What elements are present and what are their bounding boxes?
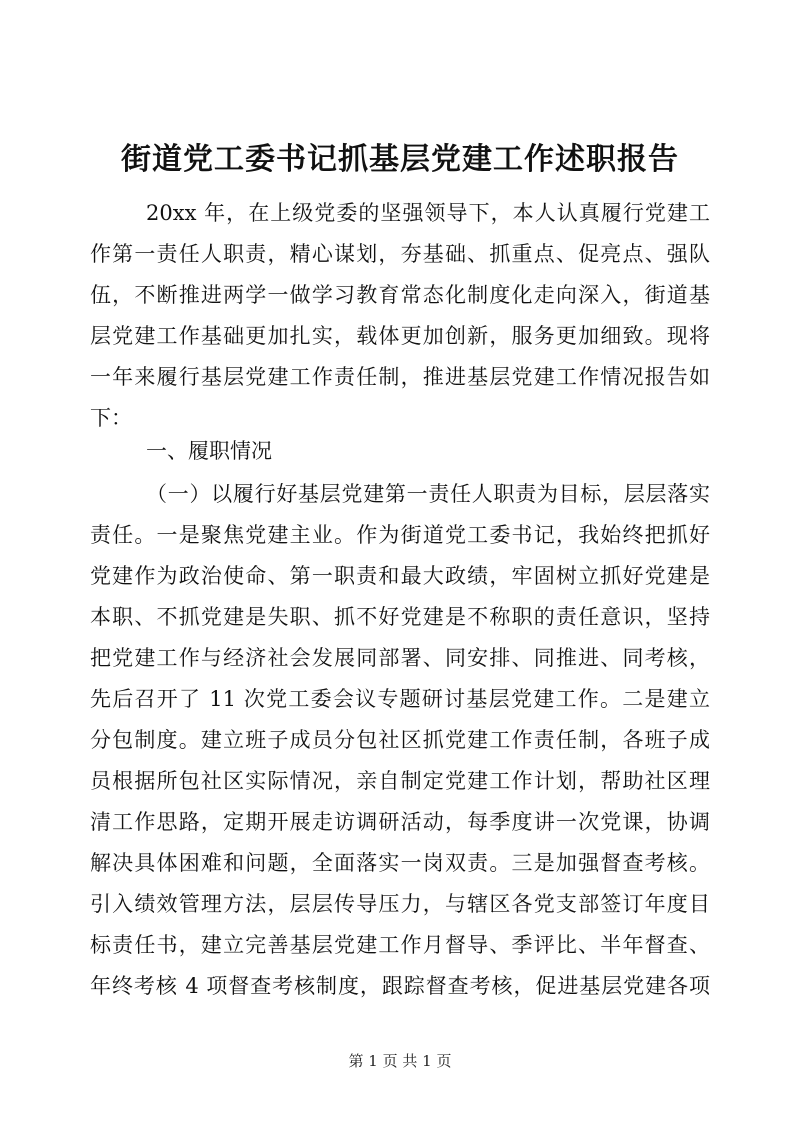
paragraph-line: 本职、不抓党建是失职、抓不好党建是不称职的责任意识，坚持 — [90, 605, 710, 629]
paragraph-line: 下： — [90, 406, 132, 430]
paragraph-line: 员根据所包社区实际情况，亲自制定党建工作计划，帮助社区理 — [90, 769, 710, 793]
paragraph-line: 责任。一是聚焦党建主业。作为街道党工委书记，我始终把抓好 — [90, 523, 710, 547]
paragraph-line: 年终考核 4 项督查考核制度，跟踪督查考核，促进基层党建各项 — [90, 974, 710, 998]
paragraph-line: 作第一责任人职责，精心谋划，夯基础、抓重点、促亮点、强队 — [90, 242, 710, 266]
paragraph-line: 一年来履行基层党建工作责任制，推进基层党建工作情况报告如 — [90, 365, 710, 389]
paragraph-line: 把党建工作与经济社会发展同部署、同安排、同推进、同考核， — [90, 646, 710, 670]
paragraph-line: 20xx 年，在上级党委的坚强领导下，本人认真履行党建工 — [146, 201, 710, 225]
paragraph-line: 伍，不断推进两学一做学习教育常态化制度化走向深入，街道基 — [90, 283, 710, 307]
page-footer: 第 1 页 共 1 页 — [348, 1052, 452, 1070]
paragraph-line: 标责任书，建立完善基层党建工作月督导、季评比、半年督查、 — [90, 933, 710, 957]
paragraph-line: 引入绩效管理方法，层层传导压力，与辖区各党支部签订年度目 — [90, 892, 710, 916]
section-heading: 一、履职情况 — [146, 439, 272, 463]
paragraph-line: 先后召开了 11 次党工委会议专题研讨基层党建工作。二是建立 — [90, 687, 710, 711]
paragraph-line: 层党建工作基础更加扎实，载体更加创新，服务更加细致。现将 — [90, 324, 710, 348]
paragraph-line: 党建作为政治使命、第一职责和最大政绩，牢固树立抓好党建是 — [90, 564, 710, 588]
paragraph-line: 解决具体困难和问题，全面落实一岗双责。三是加强督查考核。 — [90, 851, 710, 875]
paragraph-line: （一）以履行好基层党建第一责任人职责为目标，层层落实 — [146, 482, 710, 506]
document-title: 街道党工委书记抓基层党建工作述职报告 — [121, 142, 679, 177]
paragraph-line: 清工作思路，定期开展走访调研活动，每季度讲一次党课，协调 — [90, 810, 710, 834]
paragraph-line: 分包制度。建立班子成员分包社区抓党建工作责任制，各班子成 — [90, 728, 710, 752]
